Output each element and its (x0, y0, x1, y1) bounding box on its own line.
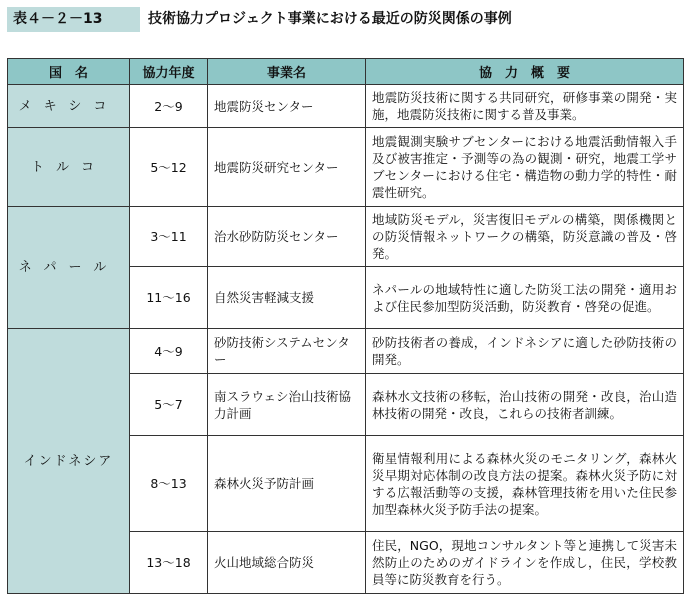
summary-cell: 衛星情報利用による森林火災のモニタリング，森林火災早期対応体制の改良方法の提案。森林火災予防に対する広報活動等の支援，森林管理技術を用いた住民参加型森林火災予防手法の提案。 (366, 436, 684, 532)
summary-cell: 森林水文技術の移転，治山技術の開発・改良，治山造林技術の開発・改良，これらの技術者訓練。 (366, 374, 684, 436)
years-cell: 13～18 (130, 532, 208, 594)
years-cell: 2～9 (130, 85, 208, 128)
table-row (8, 128, 684, 207)
table-row (8, 329, 684, 374)
table-number: 表４－２－13 (7, 7, 132, 32)
years-cell: 4～9 (130, 329, 208, 374)
summary-cell: 住民，NGO，現地コンサルタント等と連携して災害未然防止のためのガイドラインを作成し，住民，学校教員等に防災教育を行う。 (366, 532, 684, 594)
summary-cell: 地震観測実験サブセンターにおける地震活動情報入手及び被害推定・予測等の為の観測・研究，地震工学サブセンターにおける住宅・構造物の動力学的特性・耐震性研究。 (366, 128, 684, 207)
table-title: 技術協力プロジェクト事業における最近の防災関係の事例 (140, 7, 683, 32)
header-summary: 協 力 概 要 (366, 59, 684, 85)
summary-cell: 地震防災技術に関する共同研究，研修事業の開発・実施，地震防災技術に関する普及事業。 (366, 85, 684, 128)
country-cell: メキシコ (8, 85, 130, 128)
header-years: 協力年度 (130, 59, 208, 85)
project-cell: 火山地域総合防災 (208, 532, 366, 594)
header-project: 事業名 (208, 59, 366, 85)
project-cell: 地震防災研究センター (208, 128, 366, 207)
years-cell: 5～7 (130, 374, 208, 436)
table-row (8, 85, 684, 128)
years-cell: 11～16 (130, 267, 208, 329)
project-cell: 砂防技術システムセンター (208, 329, 366, 374)
project-cell: 自然災害軽減支援 (208, 267, 366, 329)
project-cell: 南スラウェシ治山技術協力計画 (208, 374, 366, 436)
disaster-cooperation-table (7, 58, 684, 594)
project-cell: 地震防災センター (208, 85, 366, 128)
project-cell: 森林火災予防計画 (208, 436, 366, 532)
country-cell: インドネシア (8, 329, 130, 594)
country-cell: ネパール (8, 207, 130, 329)
years-cell: 8～13 (130, 436, 208, 532)
project-cell: 治水砂防防災センター (208, 207, 366, 267)
summary-cell: ネパールの地域特性に適した防災工法の開発・適用および住民参加型防災活動，防災教育・啓発の促進。 (366, 267, 684, 329)
table-row (8, 207, 684, 267)
years-cell: 5～12 (130, 128, 208, 207)
country-cell: トルコ (8, 128, 130, 207)
header-row (8, 59, 684, 85)
summary-cell: 砂防技術者の養成，インドネシアに適した砂防技術の開発。 (366, 329, 684, 374)
summary-cell: 地域防災モデル，災害復旧モデルの構築，関係機関との防災情報ネットワークの構築，防災意識の普及・啓発。 (366, 207, 684, 267)
header-country: 国 名 (8, 59, 130, 85)
years-cell: 3～11 (130, 207, 208, 267)
